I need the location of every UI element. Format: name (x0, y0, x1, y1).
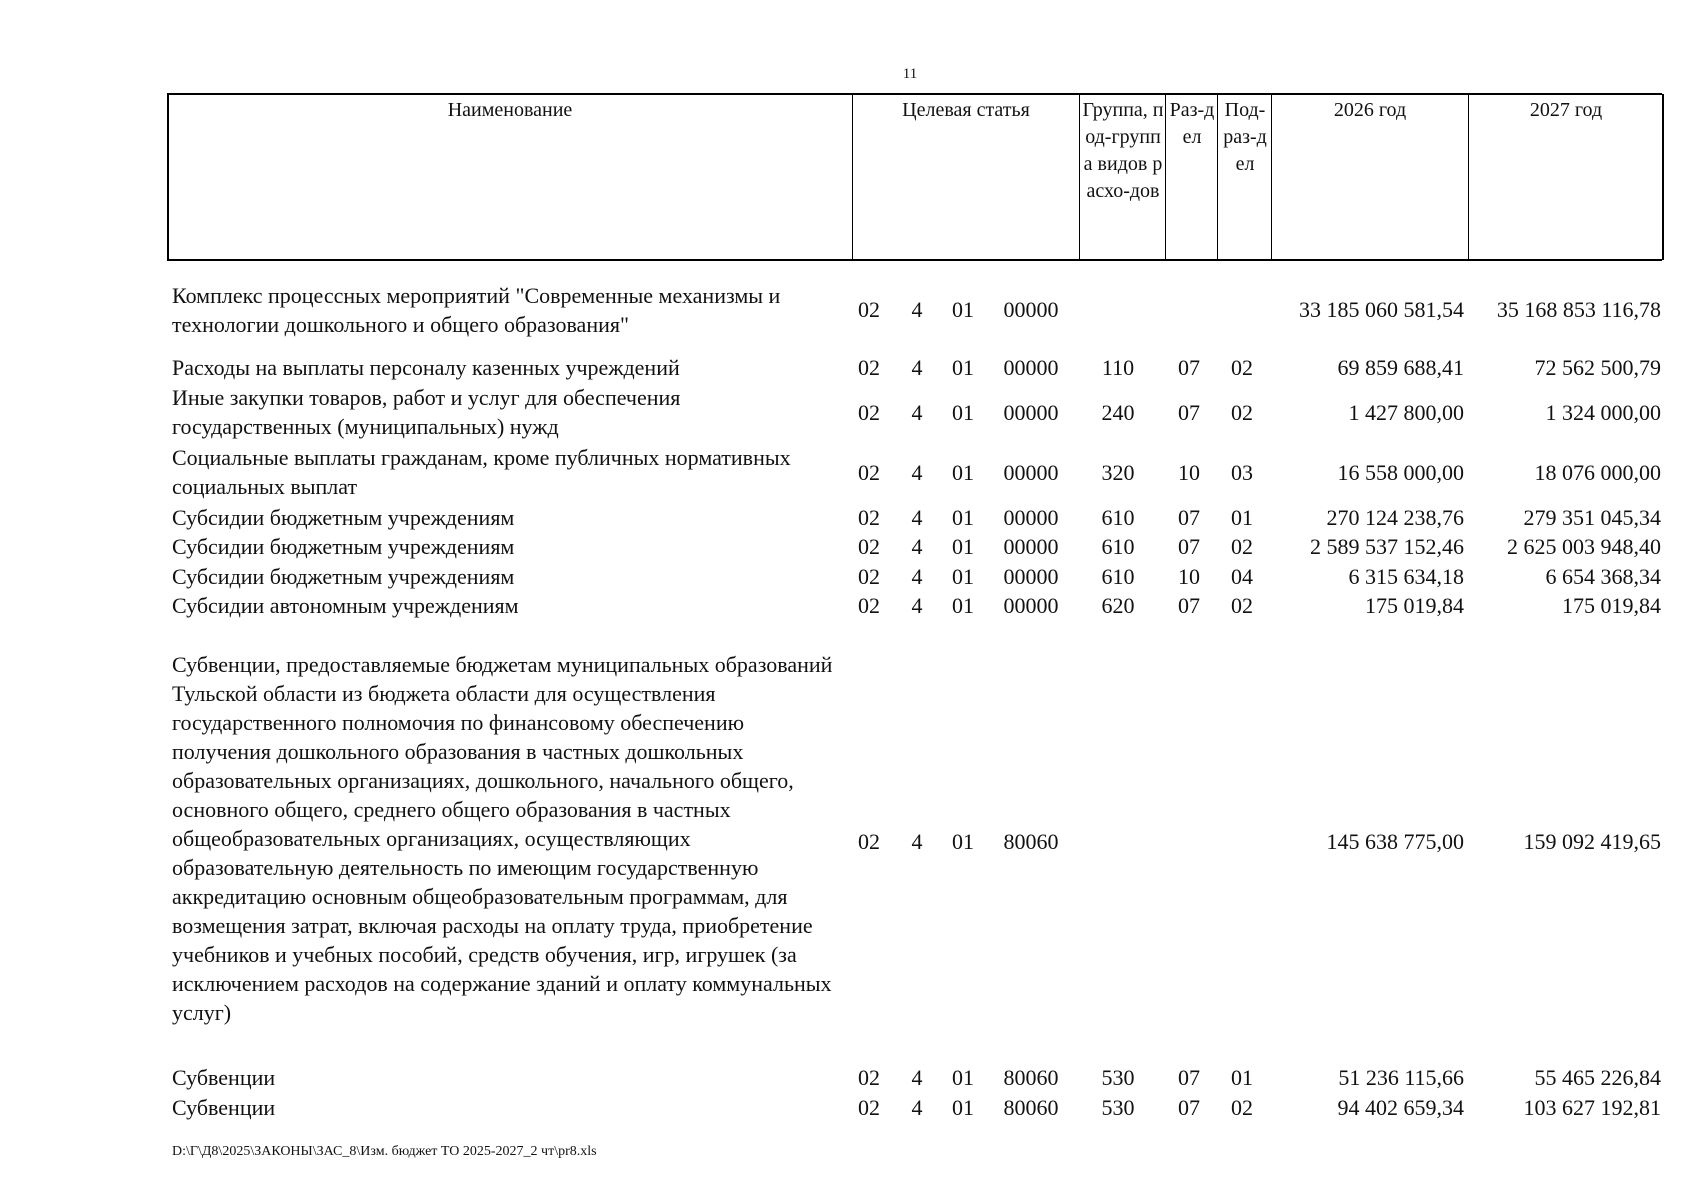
cell-section: 10 (1178, 564, 1200, 589)
cell-expense-type: 610 (1101, 534, 1135, 559)
cell-code-1: 02 (858, 400, 880, 425)
cell-2027: 175 019,84 (1562, 593, 1661, 618)
row-name: Субсидии бюджетным учреждениям (172, 505, 515, 530)
cell-code-3: 01 (952, 1095, 974, 1120)
header-2027: 2027 год (1529, 99, 1603, 121)
cell-code-2: 4 (911, 593, 923, 618)
cell-2027: 1 324 000,00 (1545, 400, 1661, 425)
cell-code-3: 01 (952, 297, 974, 322)
cell-code-2: 4 (911, 1065, 923, 1090)
header-2026: 2026 год (1333, 99, 1407, 121)
cell-code-1: 02 (858, 829, 880, 854)
cell-code-1: 02 (858, 505, 880, 530)
cell-section: 07 (1178, 400, 1200, 425)
cell-code-2: 4 (911, 534, 923, 559)
cell-code-3: 01 (952, 564, 974, 589)
cell-expense-type: 610 (1101, 505, 1135, 530)
cell-code-4: 00000 (1003, 505, 1059, 530)
cell-2026: 33 185 060 581,54 (1299, 297, 1464, 322)
cell-expense-type: 530 (1101, 1065, 1135, 1090)
cell-2026: 2 589 537 152,46 (1310, 534, 1464, 559)
header-expense-group: Группа, под-группа видов расхо-дов (1082, 99, 1164, 202)
cell-code-2: 4 (911, 400, 923, 425)
cell-2027: 72 562 500,79 (1534, 355, 1661, 380)
cell-2026: 145 638 775,00 (1326, 829, 1464, 854)
cell-code-2: 4 (911, 355, 923, 380)
cell-subsection: 01 (1231, 505, 1253, 530)
row-name: Субсидии автономным учреждениям (172, 593, 519, 618)
cell-code-4: 00000 (1003, 460, 1059, 485)
cell-2026: 175 019,84 (1365, 593, 1464, 618)
cell-section: 07 (1178, 1095, 1200, 1120)
cell-code-3: 01 (952, 593, 974, 618)
cell-subsection: 01 (1231, 1065, 1253, 1090)
cell-2027: 35 168 853 116,78 (1496, 297, 1661, 322)
header-section: Раз-дел (1169, 99, 1215, 148)
cell-expense-type: 610 (1101, 564, 1135, 589)
header-target-article: Целевая статья (902, 99, 1030, 121)
cell-code-2: 4 (911, 297, 923, 322)
cell-2026: 94 402 659,34 (1337, 1095, 1464, 1120)
cell-code-4: 00000 (1003, 593, 1059, 618)
cell-expense-type: 530 (1101, 1095, 1135, 1120)
cell-expense-type: 620 (1101, 593, 1135, 618)
cell-subsection: 02 (1231, 534, 1253, 559)
cell-code-3: 01 (952, 460, 974, 485)
cell-code-1: 02 (858, 593, 880, 618)
row-name: Субвенции, предоставляемые бюджетам муниципальных образований Тульской области из бюджета области для осуществления государственного полномочия по финансовому обеспечению получения дошкольного образования в частных дошкольных образовательных организациях, дошкольного, начального общего, основного общего, среднего общего образования в частных общеобразовательных организациях, осуществляющих образовательную деятельность по имеющим государственную аккредитацию основным общеобразовательным программам, для возмещения затрат, включая расходы на оплату труда, приобретение учебников и учебных пособий, средств обучения, игр, игрушек (за исключением расходов на содержание зданий и оплату коммунальных услуг) (172, 652, 833, 1025)
cell-2026: 270 124 238,76 (1326, 505, 1464, 530)
cell-code-1: 02 (858, 1065, 880, 1090)
cell-2026: 51 236 115,66 (1338, 1065, 1464, 1090)
cell-2027: 2 625 003 948,40 (1507, 534, 1661, 559)
cell-2026: 6 315 634,18 (1348, 564, 1464, 589)
cell-code-2: 4 (911, 460, 923, 485)
cell-section: 07 (1178, 593, 1200, 618)
cell-code-4: 80060 (1003, 829, 1059, 854)
cell-subsection: 02 (1231, 1095, 1253, 1120)
page-number: 11 (902, 66, 918, 82)
cell-section: 10 (1178, 460, 1200, 485)
file-path-footer: D:\Г\Д8\2025\ЗАКОНЫ\ЗАС_8\Изм. бюджет ТО 2025-2027_2 чт\pr8.xls (172, 1144, 597, 1159)
cell-2026: 1 427 800,00 (1348, 400, 1464, 425)
cell-code-1: 02 (858, 460, 880, 485)
cell-code-3: 01 (952, 1065, 974, 1090)
cell-2027: 279 351 045,34 (1523, 505, 1661, 530)
cell-2026: 69 859 688,41 (1337, 355, 1464, 380)
cell-2027: 6 654 368,34 (1545, 564, 1661, 589)
cell-subsection: 02 (1231, 355, 1253, 380)
cell-code-4: 80060 (1003, 1095, 1059, 1120)
cell-code-3: 01 (952, 355, 974, 380)
cell-code-2: 4 (911, 505, 923, 530)
cell-code-4: 00000 (1003, 400, 1059, 425)
cell-code-1: 02 (858, 534, 880, 559)
cell-code-4: 00000 (1003, 564, 1059, 589)
cell-code-4: 00000 (1003, 355, 1059, 380)
header-name: Наименование (447, 99, 573, 121)
cell-section: 07 (1178, 534, 1200, 559)
cell-code-2: 4 (911, 1095, 923, 1120)
cell-code-3: 01 (952, 400, 974, 425)
cell-expense-type: 320 (1101, 460, 1135, 485)
cell-section: 07 (1178, 355, 1200, 380)
cell-code-2: 4 (911, 829, 923, 854)
cell-expense-type: 110 (1101, 355, 1135, 380)
row-name: Субвенции (172, 1065, 276, 1090)
cell-section: 07 (1178, 1065, 1200, 1090)
row-name: Социальные выплаты гражданам, кроме публичных нормативных социальных выплат (172, 445, 791, 499)
cell-2027: 159 092 419,65 (1523, 829, 1661, 854)
cell-code-1: 02 (858, 564, 880, 589)
cell-subsection: 02 (1231, 400, 1253, 425)
cell-code-4: 00000 (1003, 297, 1059, 322)
row-name: Расходы на выплаты персоналу казенных учреждений (172, 355, 680, 380)
cell-code-4: 00000 (1003, 534, 1059, 559)
header-subsection: Под-раз-дел (1223, 99, 1267, 175)
cell-subsection: 04 (1231, 564, 1253, 589)
cell-2027: 103 627 192,81 (1523, 1095, 1661, 1120)
row-name: Субсидии бюджетным учреждениям (172, 564, 515, 589)
cell-subsection: 03 (1231, 460, 1253, 485)
row-name: Субвенции (172, 1095, 276, 1120)
row-name: Субсидии бюджетным учреждениям (172, 534, 515, 559)
cell-code-3: 01 (952, 829, 974, 854)
cell-code-1: 02 (858, 355, 880, 380)
cell-subsection: 02 (1231, 593, 1253, 618)
cell-2027: 55 465 226,84 (1534, 1065, 1661, 1090)
cell-2026: 16 558 000,00 (1337, 460, 1464, 485)
cell-section: 07 (1178, 505, 1200, 530)
cell-code-4: 80060 (1003, 1065, 1059, 1090)
cell-code-1: 02 (858, 297, 880, 322)
row-name: Комплекс процессных мероприятий "Современные механизмы и технологии дошкольного и общего образования" (172, 283, 781, 337)
cell-code-3: 01 (952, 534, 974, 559)
cell-code-1: 02 (858, 1095, 880, 1120)
cell-expense-type: 240 (1101, 400, 1135, 425)
row-name: Иные закупки товаров, работ и услуг для обеспечения государственных (муниципальных) нужд (172, 385, 681, 439)
cell-code-3: 01 (952, 505, 974, 530)
cell-code-2: 4 (911, 564, 923, 589)
cell-2027: 18 076 000,00 (1534, 460, 1661, 485)
